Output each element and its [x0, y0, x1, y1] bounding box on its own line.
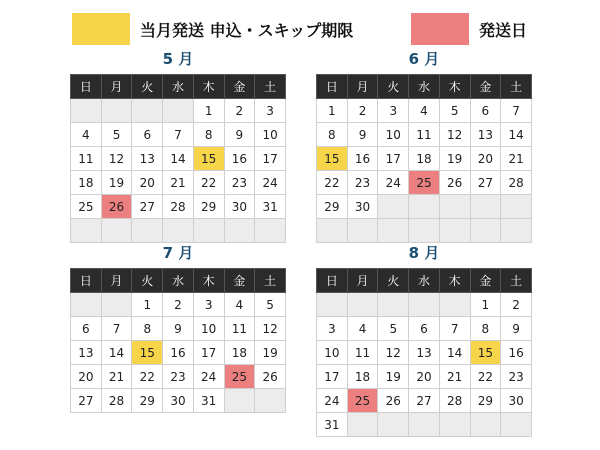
weekday-header: 金 [224, 269, 255, 293]
day-cell: 13 [71, 341, 102, 365]
day-cell: 6 [71, 317, 102, 341]
empty-cell [470, 219, 501, 243]
empty-cell [132, 99, 163, 123]
day-cell: 24 [378, 171, 409, 195]
calendar-grid [70, 74, 286, 243]
day-cell: 16 [501, 341, 532, 365]
empty-cell [347, 293, 378, 317]
day-cell: 28 [501, 171, 532, 195]
day-cell: 12 [255, 317, 286, 341]
day-cell: 11 [409, 123, 440, 147]
day-cell-ship: 25 [409, 171, 440, 195]
weekday-header: 日 [317, 269, 348, 293]
empty-cell [378, 219, 409, 243]
day-cell-deadline: 15 [132, 341, 163, 365]
weekday-header: 火 [378, 269, 409, 293]
day-cell: 30 [501, 389, 532, 413]
weekday-header: 火 [132, 269, 163, 293]
calendar-grid [316, 268, 532, 437]
week-row [317, 389, 532, 413]
week-row [71, 317, 286, 341]
day-cell: 4 [409, 99, 440, 123]
calendar-month-title: 6 月 [408, 50, 440, 68]
day-cell: 26 [255, 365, 286, 389]
day-cell: 7 [101, 317, 132, 341]
calendar-grid [316, 74, 532, 243]
day-cell: 8 [193, 123, 224, 147]
day-cell: 2 [347, 99, 378, 123]
empty-cell [255, 389, 286, 413]
weekday-header: 日 [71, 75, 102, 99]
day-cell: 19 [439, 147, 470, 171]
week-row [317, 219, 532, 243]
calendar-may [70, 48, 286, 243]
empty-cell [163, 219, 194, 243]
weekday-header: 木 [439, 75, 470, 99]
day-cell: 10 [193, 317, 224, 341]
calendar-month-title: 7 月 [162, 244, 194, 262]
day-cell: 29 [470, 389, 501, 413]
weekday-header: 土 [501, 269, 532, 293]
empty-cell [439, 293, 470, 317]
empty-cell [347, 413, 378, 437]
empty-cell [501, 195, 532, 219]
week-row [71, 341, 286, 365]
day-cell-ship: 25 [347, 389, 378, 413]
legend-deadline [72, 12, 353, 46]
empty-cell [255, 219, 286, 243]
day-cell: 9 [347, 123, 378, 147]
day-cell: 14 [439, 341, 470, 365]
week-row [317, 195, 532, 219]
empty-cell [378, 413, 409, 437]
week-row [317, 171, 532, 195]
legend-ship [411, 12, 527, 46]
day-cell: 27 [71, 389, 102, 413]
day-cell: 16 [224, 147, 255, 171]
day-cell: 21 [501, 147, 532, 171]
day-cell: 22 [132, 365, 163, 389]
empty-cell [501, 413, 532, 437]
empty-cell [439, 195, 470, 219]
day-cell: 31 [255, 195, 286, 219]
legend-deadline-label: 当月発送 申込・スキップ期限 [140, 20, 354, 40]
day-cell: 14 [501, 123, 532, 147]
day-cell: 12 [439, 123, 470, 147]
weekday-header: 土 [255, 75, 286, 99]
empty-cell [71, 99, 102, 123]
legend-ship-label: 発送日 [479, 20, 528, 40]
day-cell: 30 [163, 389, 194, 413]
empty-cell [470, 413, 501, 437]
day-cell: 28 [439, 389, 470, 413]
day-cell: 8 [470, 317, 501, 341]
weekday-header: 水 [163, 75, 194, 99]
day-cell: 29 [317, 195, 348, 219]
day-cell: 1 [132, 293, 163, 317]
day-cell: 9 [224, 123, 255, 147]
day-cell: 23 [501, 365, 532, 389]
day-cell: 3 [193, 293, 224, 317]
empty-cell [470, 195, 501, 219]
week-row [71, 195, 286, 219]
day-cell: 22 [193, 171, 224, 195]
day-cell: 6 [132, 123, 163, 147]
day-cell: 6 [409, 317, 440, 341]
day-cell: 22 [317, 171, 348, 195]
week-row [71, 147, 286, 171]
day-cell: 31 [317, 413, 348, 437]
week-row [317, 317, 532, 341]
day-cell: 3 [317, 317, 348, 341]
weekday-header: 日 [71, 269, 102, 293]
week-row [317, 123, 532, 147]
calendar-month-title: 8 月 [408, 244, 440, 262]
legend-ship-swatch [411, 13, 469, 45]
day-cell: 31 [193, 389, 224, 413]
day-cell: 3 [255, 99, 286, 123]
day-cell: 17 [193, 341, 224, 365]
empty-cell [224, 219, 255, 243]
week-row [71, 293, 286, 317]
day-cell: 22 [470, 365, 501, 389]
day-cell: 5 [255, 293, 286, 317]
day-cell: 12 [101, 147, 132, 171]
day-cell: 16 [163, 341, 194, 365]
day-cell: 26 [439, 171, 470, 195]
day-cell: 23 [224, 171, 255, 195]
empty-cell [439, 413, 470, 437]
day-cell: 18 [224, 341, 255, 365]
weekday-header: 月 [347, 75, 378, 99]
day-cell: 7 [439, 317, 470, 341]
day-cell: 1 [317, 99, 348, 123]
empty-cell [409, 195, 440, 219]
week-row [317, 341, 532, 365]
calendar-grid [70, 268, 286, 413]
day-cell: 27 [470, 171, 501, 195]
day-cell: 23 [347, 171, 378, 195]
day-cell: 24 [255, 171, 286, 195]
weekday-header: 火 [132, 75, 163, 99]
day-cell: 11 [224, 317, 255, 341]
weekday-header: 土 [501, 75, 532, 99]
empty-cell [71, 219, 102, 243]
day-cell: 26 [378, 389, 409, 413]
empty-cell [439, 219, 470, 243]
day-cell: 5 [439, 99, 470, 123]
day-cell: 8 [317, 123, 348, 147]
calendar-month-title: 5 月 [162, 50, 194, 68]
day-cell: 19 [378, 365, 409, 389]
weekday-header: 水 [163, 269, 194, 293]
calendar-august [316, 242, 532, 437]
weekday-header: 土 [255, 269, 286, 293]
weekday-header: 木 [439, 269, 470, 293]
empty-cell [317, 219, 348, 243]
weekday-header: 金 [470, 269, 501, 293]
day-cell: 3 [378, 99, 409, 123]
empty-cell [317, 293, 348, 317]
weekday-header: 金 [470, 75, 501, 99]
day-cell: 21 [101, 365, 132, 389]
day-cell: 20 [409, 365, 440, 389]
empty-cell [132, 219, 163, 243]
day-cell: 29 [193, 195, 224, 219]
day-cell: 30 [224, 195, 255, 219]
weekday-header: 金 [224, 75, 255, 99]
weekday-header: 月 [347, 269, 378, 293]
day-cell: 1 [193, 99, 224, 123]
calendar-july [70, 242, 286, 413]
day-cell-deadline: 15 [193, 147, 224, 171]
day-cell: 11 [347, 341, 378, 365]
week-row [71, 389, 286, 413]
weekday-header: 月 [101, 75, 132, 99]
day-cell-ship: 26 [101, 195, 132, 219]
weekday-header: 水 [409, 75, 440, 99]
day-cell: 14 [101, 341, 132, 365]
day-cell: 10 [317, 341, 348, 365]
day-cell-deadline: 15 [470, 341, 501, 365]
day-cell: 21 [163, 171, 194, 195]
week-row [71, 365, 286, 389]
day-cell: 20 [71, 365, 102, 389]
day-cell: 13 [470, 123, 501, 147]
day-cell: 10 [378, 123, 409, 147]
day-cell: 18 [409, 147, 440, 171]
day-cell: 14 [163, 147, 194, 171]
day-cell: 2 [224, 99, 255, 123]
empty-cell [224, 389, 255, 413]
day-cell: 17 [317, 365, 348, 389]
week-row [71, 219, 286, 243]
empty-cell [409, 413, 440, 437]
empty-cell [378, 195, 409, 219]
day-cell: 21 [439, 365, 470, 389]
week-row [317, 147, 532, 171]
day-cell: 5 [101, 123, 132, 147]
day-cell: 2 [501, 293, 532, 317]
day-cell: 24 [193, 365, 224, 389]
day-cell: 19 [101, 171, 132, 195]
day-cell: 5 [378, 317, 409, 341]
empty-cell [409, 293, 440, 317]
empty-cell [378, 293, 409, 317]
week-row [71, 171, 286, 195]
day-cell: 10 [255, 123, 286, 147]
weekday-header: 木 [193, 75, 224, 99]
day-cell: 29 [132, 389, 163, 413]
day-cell: 8 [132, 317, 163, 341]
day-cell: 23 [163, 365, 194, 389]
calendar-june [316, 48, 532, 243]
empty-cell [101, 219, 132, 243]
weekday-header: 木 [193, 269, 224, 293]
empty-cell [101, 99, 132, 123]
day-cell: 7 [163, 123, 194, 147]
weekday-header: 火 [378, 75, 409, 99]
day-cell-deadline: 15 [317, 147, 348, 171]
legend-deadline-swatch [72, 13, 130, 45]
day-cell: 27 [409, 389, 440, 413]
day-cell: 4 [71, 123, 102, 147]
empty-cell [501, 219, 532, 243]
day-cell: 20 [132, 171, 163, 195]
day-cell: 24 [317, 389, 348, 413]
day-cell: 16 [347, 147, 378, 171]
day-cell: 13 [409, 341, 440, 365]
day-cell: 1 [470, 293, 501, 317]
empty-cell [163, 99, 194, 123]
day-cell: 17 [255, 147, 286, 171]
day-cell: 28 [163, 195, 194, 219]
day-cell-ship: 25 [224, 365, 255, 389]
day-cell: 13 [132, 147, 163, 171]
empty-cell [71, 293, 102, 317]
day-cell: 30 [347, 195, 378, 219]
day-cell: 4 [347, 317, 378, 341]
empty-cell [101, 293, 132, 317]
day-cell: 11 [71, 147, 102, 171]
day-cell: 6 [470, 99, 501, 123]
week-row [71, 123, 286, 147]
weekday-header: 月 [101, 269, 132, 293]
day-cell: 4 [224, 293, 255, 317]
week-row [317, 293, 532, 317]
day-cell: 2 [163, 293, 194, 317]
day-cell: 9 [163, 317, 194, 341]
day-cell: 19 [255, 341, 286, 365]
day-cell: 27 [132, 195, 163, 219]
day-cell: 9 [501, 317, 532, 341]
day-cell: 25 [71, 195, 102, 219]
weekday-header: 水 [409, 269, 440, 293]
day-cell: 28 [101, 389, 132, 413]
weekday-header: 日 [317, 75, 348, 99]
empty-cell [193, 219, 224, 243]
day-cell: 18 [71, 171, 102, 195]
day-cell: 18 [347, 365, 378, 389]
week-row [71, 99, 286, 123]
empty-cell [347, 219, 378, 243]
day-cell: 20 [470, 147, 501, 171]
week-row [317, 365, 532, 389]
day-cell: 17 [378, 147, 409, 171]
day-cell: 12 [378, 341, 409, 365]
week-row [317, 413, 532, 437]
week-row [317, 99, 532, 123]
day-cell: 7 [501, 99, 532, 123]
empty-cell [409, 219, 440, 243]
